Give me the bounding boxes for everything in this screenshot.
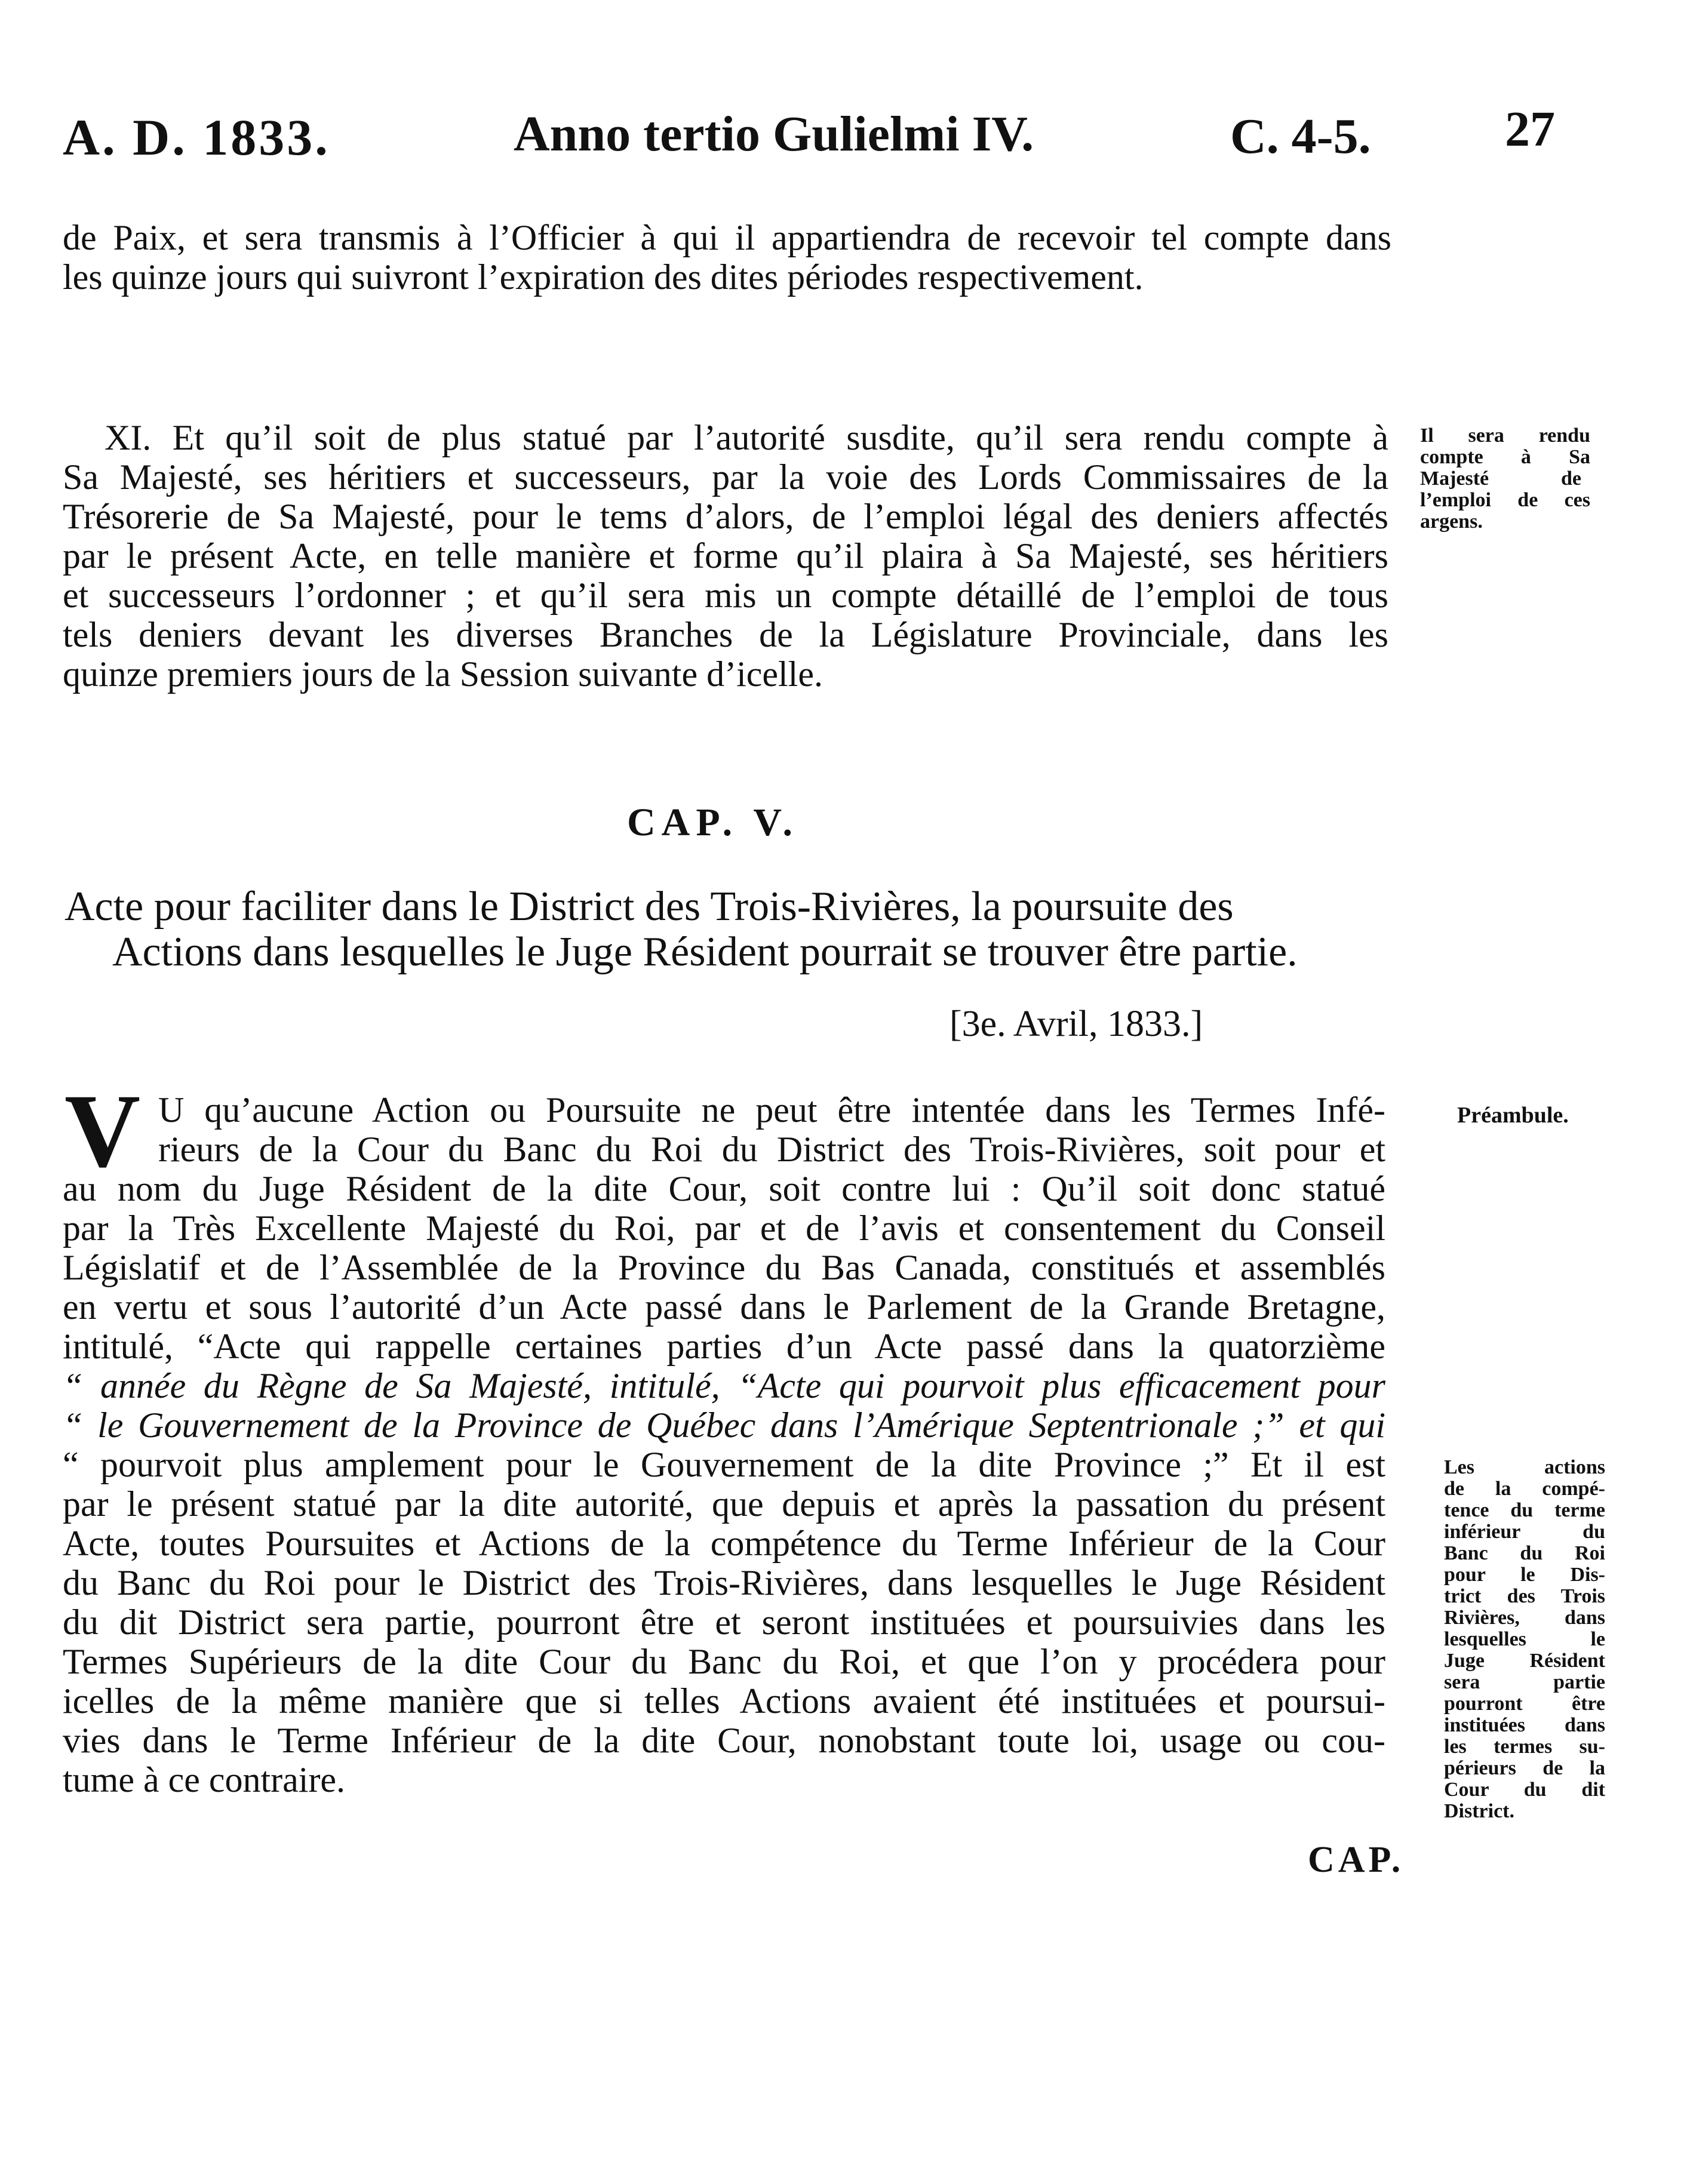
margin-note-line: inférieur du	[1444, 1521, 1605, 1543]
margin-note-line: Cour du dit	[1444, 1779, 1605, 1801]
act-body-line: rieurs de la Cour du Banc du Roi du District des Trois-Rivières, soit pour et	[158, 1130, 1385, 1169]
section-xi-line: par le présent Acte, en telle manière et forme qu’il plaira à Sa Majesté, ses héritiers	[63, 536, 1388, 576]
margin-note-line: sera partie	[1444, 1671, 1605, 1693]
act-body-line: par la Très Excellente Majesté du Roi, par et de l’avis et consentement du Conseil	[63, 1208, 1385, 1248]
act-body-line: par le présent statué par la dite autorité, que depuis et après la passation du présent	[63, 1484, 1385, 1524]
margin-note-line: Il sera rendu	[1420, 425, 1590, 447]
margin-note-line: lesquelles le	[1444, 1628, 1605, 1650]
section-xi-line: et successeurs l’ordonner ; et qu’il sera mis un compte détaillé de l’emploi de tous	[63, 576, 1388, 615]
margin-note-line: District.	[1444, 1800, 1515, 1822]
margin-note-line: Les actions	[1444, 1456, 1605, 1478]
act-title-line: Actions dans lesquelles le Juge Résident pourrait se trouver être partie.	[112, 929, 1298, 975]
margin-note-line: périeurs de la	[1444, 1757, 1605, 1779]
header-year: A. D. 1833.	[63, 109, 330, 166]
act-body-line: “ le Gouvernement de la Province de Québec dans l’Amérique Septentrionale ;” et qui	[63, 1405, 1385, 1445]
margin-note-line: l’emploi de ces	[1420, 489, 1590, 511]
section-xi-line: XI. Et qu’il soit de plus statué par l’autorité susdite, qu’il sera rendu compte à	[105, 418, 1388, 457]
act-body-line: du Banc du Roi pour le District des Trois-Rivières, dans lesquelles le Juge Résident	[63, 1563, 1385, 1602]
act-body-line: “ année du Règne de Sa Majesté, intitulé, “Acte qui pourvoit plus efficacement pour	[63, 1366, 1385, 1405]
margin-note-line: Banc du Roi	[1444, 1542, 1605, 1564]
section-xi-line: quinze premiers jours de la Session suivante d’icelle.	[63, 654, 823, 694]
drop-cap: V	[64, 1073, 141, 1189]
margin-note-line: trict des Trois	[1444, 1585, 1605, 1607]
page-number: 27	[1505, 101, 1555, 157]
act-body-line: au nom du Juge Résident de la dite Cour, soit contre lui : Qu’il soit donc statué	[63, 1169, 1385, 1208]
margin-note-line: Rivières, dans	[1444, 1607, 1605, 1629]
header-title: Anno tertio Gulielmi IV.	[514, 106, 1034, 162]
act-body-line: du dit District sera partie, pourront être et seront instituées et poursuivies dans les	[63, 1602, 1385, 1642]
act-body-line: U qu’aucune Action ou Poursuite ne peut être intentée dans les Termes Infé-	[158, 1090, 1385, 1130]
act-title-line: Acte pour faciliter dans le District des Trois-Rivières, la poursuite des	[64, 884, 1234, 930]
catchword: CAP.	[1308, 1840, 1405, 1880]
section-xi-line: tels deniers devant les diverses Branches de la Législature Provinciale, dans les	[63, 615, 1388, 654]
section-xi-line: Trésorerie de Sa Majesté, pour le tems d’alors, de l’emploi légal des deniers affectés	[63, 497, 1388, 536]
act-body-line: Acte, toutes Poursuites et Actions de la compétence du Terme Inférieur de la Cour	[63, 1524, 1385, 1563]
continuation-line: de Paix, et sera transmis à l’Officier à qui il appartiendra de recevoir tel compte dans	[63, 218, 1391, 257]
act-body-line: intitulé, “Acte qui rappelle certaines parties d’un Acte passé dans la quatorzième	[63, 1327, 1385, 1366]
act-body-line: Législatif et de l’Assemblée de la Province du Bas Canada, constitués et assemblés	[63, 1248, 1385, 1287]
act-body-line: Termes Supérieurs de la dite Cour du Banc du Roi, et que l’on y procédera pour	[63, 1642, 1385, 1681]
margin-note-line: les termes su-	[1444, 1736, 1605, 1758]
margin-note-line: pour le Dis-	[1444, 1564, 1605, 1586]
margin-note-line: tence du terme	[1444, 1499, 1605, 1521]
act-date: [3e. Avril, 1833.]	[950, 1004, 1203, 1044]
continuation-line: les quinze jours qui suivront l’expiration des dites périodes respectivement.	[63, 257, 1144, 297]
act-body-line: en vertu et sous l’autorité d’un Acte passé dans le Parlement de la Grande Bretagne,	[63, 1287, 1385, 1327]
section-xi-line: Sa Majesté, ses héritiers et successeurs, par la voie des Lords Commissaires de la	[63, 457, 1388, 497]
margin-note-line: argens.	[1420, 510, 1483, 533]
act-body-line: vies dans le Terme Inférieur de la dite Cour, nonobstant toute loi, usage ou cou-	[63, 1721, 1385, 1760]
margin-note-line: Juge Résident	[1444, 1650, 1605, 1672]
chapter-heading: CAP. V.	[627, 801, 799, 844]
margin-note-line: de la compé-	[1444, 1478, 1605, 1500]
margin-note-line: Majesté de	[1420, 467, 1581, 490]
act-body-line: icelles de la même manière que si telles Actions avaient été instituées et poursui-	[63, 1681, 1385, 1721]
margin-note-line: instituées dans	[1444, 1714, 1605, 1736]
act-body-line: tume à ce contraire.	[63, 1760, 346, 1800]
act-body-line: “ pourvoit plus amplement pour le Gouvernement de la dite Province ;” Et il est	[63, 1445, 1385, 1484]
header-chapter: C. 4-5.	[1230, 109, 1371, 164]
margin-note-line: pourront être	[1444, 1693, 1605, 1715]
preamble-note: Préambule.	[1457, 1103, 1569, 1128]
margin-note-line: compte à Sa	[1420, 446, 1590, 468]
